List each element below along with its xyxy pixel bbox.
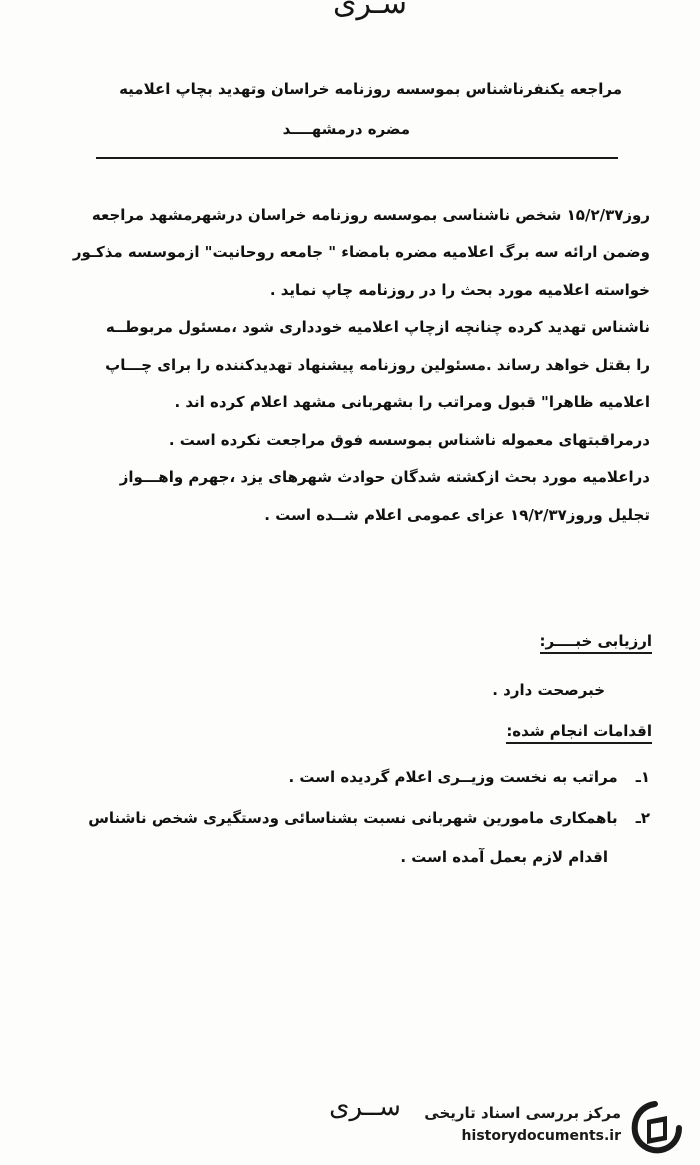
body-line: وضمن ارائه سه برگ اعلامیه مضره بامضاء " جامعه روحانیت" ازموسسه مذکـور [72,243,650,261]
archive-url: historydocuments.ir [461,1128,621,1144]
body-line: را بقتل خواهد رساند .مسئولین روزنامه پیشنهاد تهدیدکننده را برای چـــاپ [105,356,650,374]
archive-name: مرکز بررسی اسناد تاریخی [424,1104,621,1122]
evaluation-text: خبرصحت دارد . [492,681,605,699]
body-line: دراعلامیه مورد بحث ازکشته شدگان حوادث شهرهای یزد ،جهرم واهـــواز [119,468,650,486]
action-item-2: ۲ـباهمکاری مامورین شهربانی نسبت بشناسائی ودستگیری شخص ناشناس [88,809,650,827]
body-line: خواسته اعلامیه مورد بحث را در روزنامه چاپ نماید . [269,281,650,299]
classification-stamp-bottom: ســری [329,1092,401,1122]
body-line: ناشناس تهدید کرده چنانچه ازچاپ اعلامیه خودداری شود ،مسئول مربوطــه [105,318,650,336]
title-divider [96,157,618,159]
body-line: تجلیل وروز۱۹/۲/۳۷ عزای عمومی اعلام شــده است . [264,506,650,524]
action-item-2-continued: اقدام لازم بعمل آمده است . [400,848,608,866]
body-line: درمراقبتهای معموله ناشناس بموسسه فوق مراجعت نکرده است . [168,431,650,449]
actions-heading: اقدامات انجام شده: [506,722,652,740]
document-title-line-1: مراجعه یکنفرناشناس بموسسه روزنامه خراسان وتهدید بچاپ اعلامیه [119,80,622,98]
archive-watermark [425,1098,683,1158]
evaluation-heading: ارزیابی خبــــر: [540,632,652,650]
document-title-line-2: مضره درمشهــــد [282,120,410,138]
action-item-1: ۱ـمراتب به نخست وزیــری اعلام گردیده است . [288,768,650,786]
classification-stamp-top: سـری [333,0,407,21]
body-line: اعلامیه ظاهرا" قبول ومراتب را بشهربانی مشهد اعلام کرده اند . [174,393,650,411]
archive-logo-icon [627,1100,683,1156]
body-line: روز۱۵/۲/۳۷ شخص ناشناسی بموسسه روزنامه خراسان درشهرمشهد مراجعه [91,206,650,224]
